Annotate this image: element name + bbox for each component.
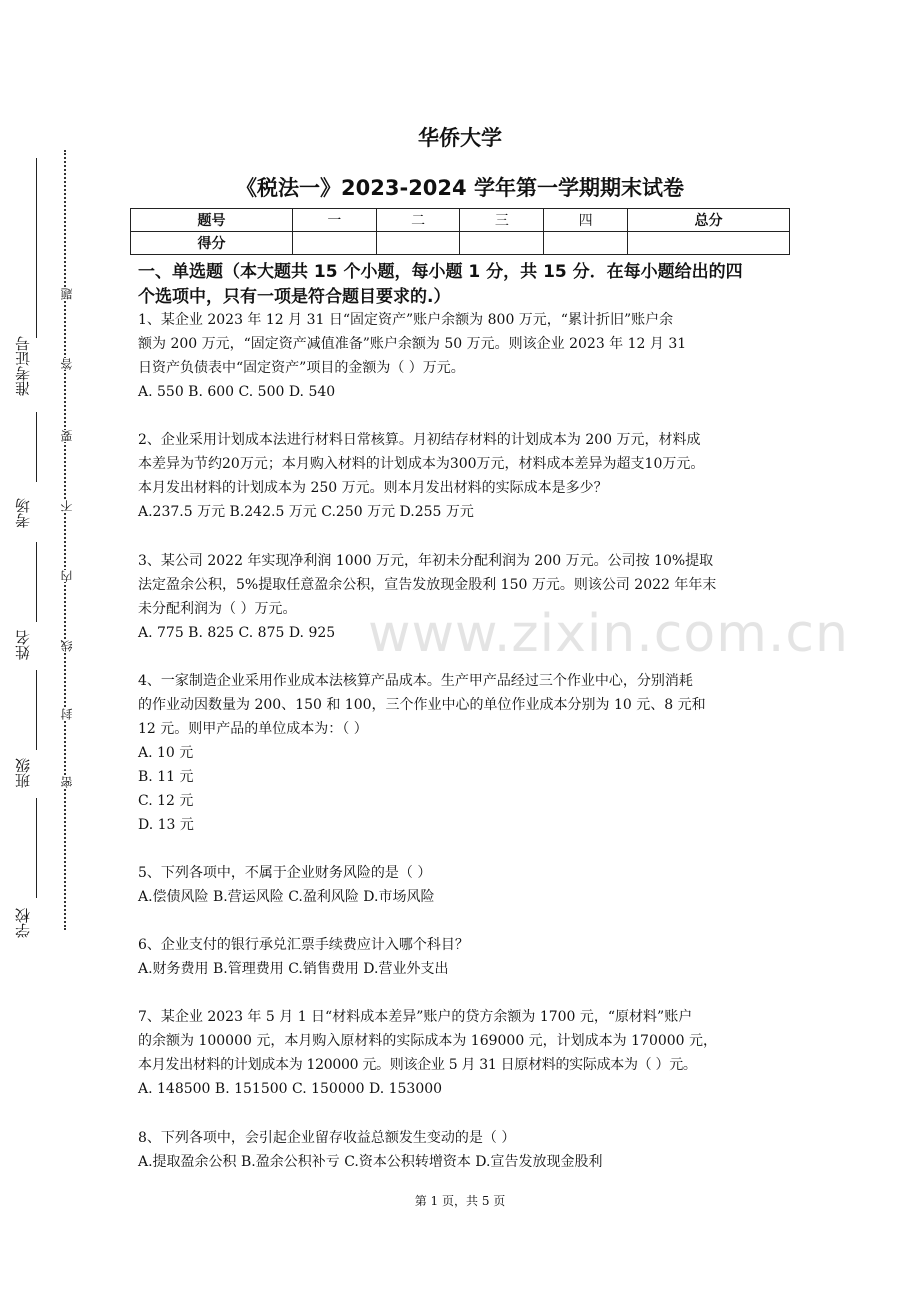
- question-line: 3、某公司 2022 年实现净利润 1000 万元，年初未分配利润为 200 万元。公司按 10%提取: [138, 553, 714, 569]
- field-line-exam-room: [36, 412, 37, 482]
- seal-char: 线: [60, 640, 74, 652]
- score-cell: [544, 232, 628, 255]
- seal-char: 答: [60, 358, 74, 370]
- score-header-cell: 四: [544, 209, 628, 232]
- question-line: 本差异为节约20万元；本月购入材料的计划成本为300万元，材料成本差异为超支10万元。: [138, 456, 705, 472]
- score-table-header-row: [131, 209, 790, 232]
- field-line-class: [36, 670, 37, 750]
- question-options: A.偿债风险 B.营运风险 C.盈利风险 D.市场风险: [138, 889, 435, 905]
- question-line: 5、下列各项中，不属于企业财务风险的是（ ）: [138, 865, 432, 881]
- score-table-score-row: [131, 232, 790, 255]
- field-label-name: 姓名: [14, 630, 32, 660]
- question-line: 日资产负债表中“固定资产”项目的金额为（ ）万元。: [138, 360, 465, 376]
- score-cell: [628, 232, 790, 255]
- question-option: C. 12 元: [138, 793, 194, 809]
- score-cell: [292, 232, 376, 255]
- score-header-cell: 题号: [131, 209, 293, 232]
- score-header-cell: 三: [460, 209, 544, 232]
- score-cell: [376, 232, 460, 255]
- watermark: www.zixin.com.cn: [368, 604, 849, 664]
- question-line: 本月发出材料的计划成本为 250 万元。则本月发出材料的实际成本是多少？: [138, 480, 608, 496]
- section-heading: [138, 260, 798, 310]
- page-footer: 第 1 页，共 5 页: [414, 1194, 506, 1208]
- seal-char: 要: [60, 430, 74, 442]
- score-header-cell: 一: [292, 209, 376, 232]
- field-label-exam-room: 考场: [14, 498, 32, 528]
- question-option: A. 10 元: [138, 745, 194, 761]
- field-label-class: 班级: [14, 758, 32, 788]
- question-8: [138, 1126, 802, 1174]
- question-options: A.237.5 万元 B.242.5 万元 C.250 万元 D.255 万元: [138, 504, 474, 520]
- question-options: A. 775 B. 825 C. 875 D. 925: [138, 625, 336, 641]
- score-header-cell: 二: [376, 209, 460, 232]
- field-label-school: 学校: [14, 908, 32, 938]
- question-option: D. 13 元: [138, 817, 194, 833]
- question-options: A.财务费用 B.管理费用 C.销售费用 D.营业外支出: [138, 961, 449, 977]
- question-7: [138, 1005, 802, 1101]
- section-heading-line: 个选项中，只有一项是符合题目要求的.）: [138, 287, 451, 307]
- question-line: 6、企业支付的银行承兑汇票手续费应计入哪个科目？: [138, 937, 469, 953]
- binding-margin: [0, 150, 100, 950]
- score-row-label: 得分: [131, 232, 293, 255]
- question-options: A.提取盈余公积 B.盈余公积补亏 C.资本公积转增资本 D.宣告发放现金股利: [138, 1154, 603, 1170]
- question-line: 本月发出材料的计划成本为 120000 元。则该企业 5 月 31 日原材料的实际成本为（ ）元。: [138, 1057, 697, 1073]
- question-line: 8、下列各项中，会引起企业留存收益总额发生变动的是（ ）: [138, 1130, 516, 1146]
- section-heading-line: 一、单选题（本大题共 15 个小题，每小题 1 分，共 15 分．在每小题给出的四: [138, 262, 743, 282]
- seal-char: 题: [60, 288, 74, 300]
- question-line: 4、一家制造企业采用作业成本法核算产品成本。生产甲产品经过三个作业中心，分别消耗: [138, 673, 693, 689]
- seal-char: 密: [60, 776, 74, 788]
- seal-dotted-line: [64, 150, 66, 930]
- university-title: 华侨大学: [418, 126, 502, 150]
- seal-char: 封: [60, 708, 74, 720]
- question-6: [138, 933, 802, 981]
- question-line: 的作业动因数量为 200、150 和 100，三个作业中心的单位作业成本分别为 10 元、8 元和: [138, 697, 706, 713]
- question-line: 7、某企业 2023 年 5 月 1 日“材料成本差异”账户的贷方余额为 1700 元，“原材料”账户: [138, 1009, 693, 1025]
- question-2: [138, 428, 802, 524]
- score-cell: [460, 232, 544, 255]
- question-line: 法定盈余公积，5%提取任意盈余公积，宣告发放现金股利 150 万元。则该公司 2022 年年末: [138, 577, 717, 593]
- question-1: [138, 308, 802, 404]
- question-4: [138, 669, 802, 837]
- field-line-school: [36, 798, 37, 898]
- question-options: A. 148500 B. 151500 C. 150000 D. 153000: [138, 1081, 443, 1097]
- question-line: 2、企业采用计划成本法进行材料日常核算。月初结存材料的计划成本为 200 万元，材料成: [138, 432, 701, 448]
- question-line: 未分配利润为（ ）万元。: [138, 601, 297, 617]
- question-line: 的余额为 100000 元，本月购入原材料的实际成本为 169000 元，计划成本为 170000 元，: [138, 1033, 718, 1049]
- score-table: [130, 208, 790, 255]
- question-5: [138, 861, 802, 909]
- field-label-exam-number: 准考证号: [14, 336, 32, 396]
- seal-char: 内: [60, 570, 74, 582]
- seal-char: 不: [60, 500, 74, 512]
- exam-title: 《税法一》2023-2024 学年第一学期期末试卷: [236, 176, 684, 200]
- question-line: 1、某企业 2023 年 12 月 31 日“固定资产”账户余额为 800 万元，“累计折旧”账户余: [138, 312, 674, 328]
- question-options: A. 550 B. 600 C. 500 D. 540: [138, 384, 336, 400]
- score-header-cell: 总分: [628, 209, 790, 232]
- question-line: 额为 200 万元，“固定资产减值准备”账户余额为 50 万元。则该企业 2023 年 12 月 31: [138, 336, 687, 352]
- question-line: 12 元。则甲产品的单位成本为：（ ）: [138, 721, 368, 737]
- question-option: B. 11 元: [138, 769, 194, 785]
- field-line-name: [36, 542, 37, 622]
